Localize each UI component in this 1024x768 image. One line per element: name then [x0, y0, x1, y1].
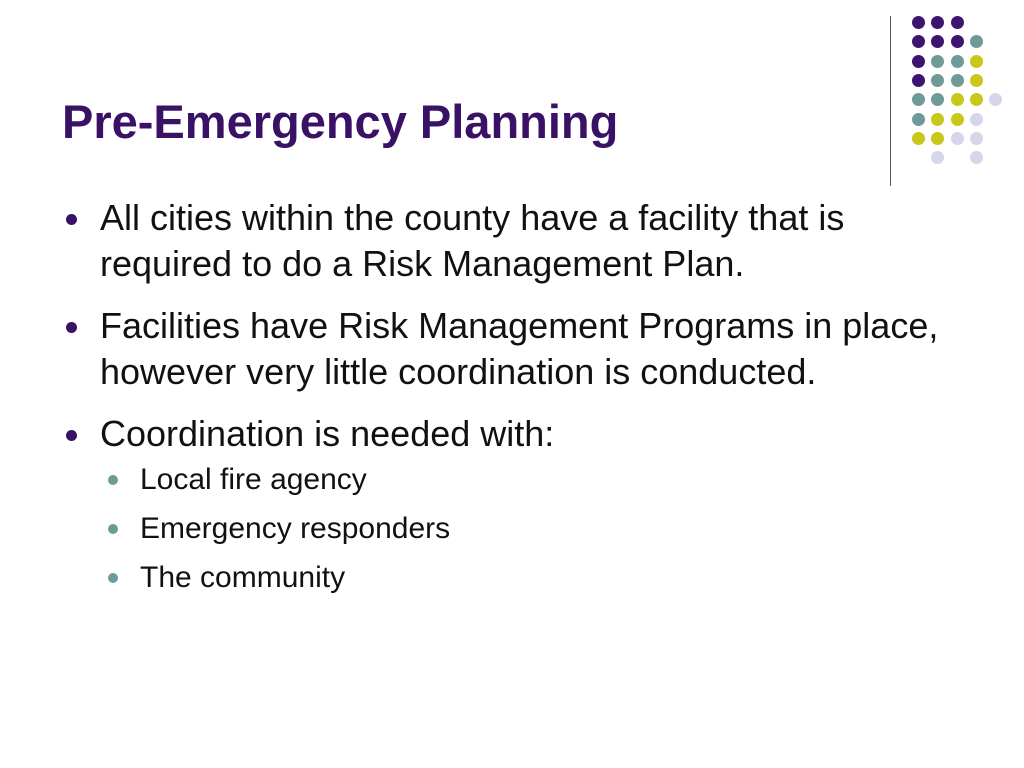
sub-bullet-item: [62, 510, 962, 547]
sub-bullet-dot-icon: [108, 475, 118, 485]
decorative-dot: [912, 16, 925, 29]
decorative-dot: [970, 151, 983, 164]
sub-bullet-dot-icon: [108, 573, 118, 583]
bullet-item: [62, 411, 950, 457]
decorative-dot: [989, 93, 1002, 106]
decorative-dot: [970, 74, 983, 87]
bullet-text: All cities within the county have a facility that is required to do a Risk Management Plan.: [100, 197, 845, 284]
slide-body: [62, 195, 962, 608]
decorative-dot: [912, 113, 925, 126]
decorative-dot: [931, 113, 944, 126]
decorative-dot: [931, 93, 944, 106]
sub-bullet-list: [62, 461, 962, 596]
decorative-dot: [931, 55, 944, 68]
decorative-dot: [931, 151, 944, 164]
decorative-dot: [951, 132, 964, 145]
sub-bullet-text: The community: [140, 561, 346, 594]
decorative-dot: [970, 35, 983, 48]
decorative-dot: [931, 74, 944, 87]
bullet-dot-icon: [66, 430, 77, 441]
decorative-dot: [970, 132, 983, 145]
decorative-dot: [951, 55, 964, 68]
decorative-dot: [951, 16, 964, 29]
decorative-dot: [951, 93, 964, 106]
decorative-dot: [912, 55, 925, 68]
decorative-dot: [931, 132, 944, 145]
bullet-item: [62, 303, 950, 395]
vertical-divider: [890, 16, 891, 186]
sub-bullet-item: [62, 559, 962, 596]
sub-bullet-text: Emergency responders: [140, 512, 451, 545]
decorative-dot: [951, 74, 964, 87]
decorative-dot: [931, 16, 944, 29]
decorative-dot: [970, 55, 983, 68]
bullet-text: Facilities have Risk Management Programs in place, however very little coordination is conducted.: [100, 305, 939, 392]
bullet-text: Coordination is needed with:: [100, 413, 555, 454]
decorative-dot: [912, 132, 925, 145]
sub-bullet-dot-icon: [108, 524, 118, 534]
decorative-dot: [912, 93, 925, 106]
decorative-dot: [931, 35, 944, 48]
bullet-dot-icon: [66, 322, 77, 333]
decorative-dot: [951, 113, 964, 126]
decorative-dot: [912, 35, 925, 48]
sub-bullet-text: Local fire agency: [140, 463, 367, 496]
decorative-dot: [970, 93, 983, 106]
slide-title: Pre-Emergency Planning: [62, 95, 619, 148]
decorative-dot: [912, 74, 925, 87]
bullet-item: [62, 195, 950, 287]
sub-bullet-item: [62, 461, 962, 498]
decorative-dot: [970, 113, 983, 126]
decorative-dot: [951, 35, 964, 48]
bullet-dot-icon: [66, 214, 77, 225]
